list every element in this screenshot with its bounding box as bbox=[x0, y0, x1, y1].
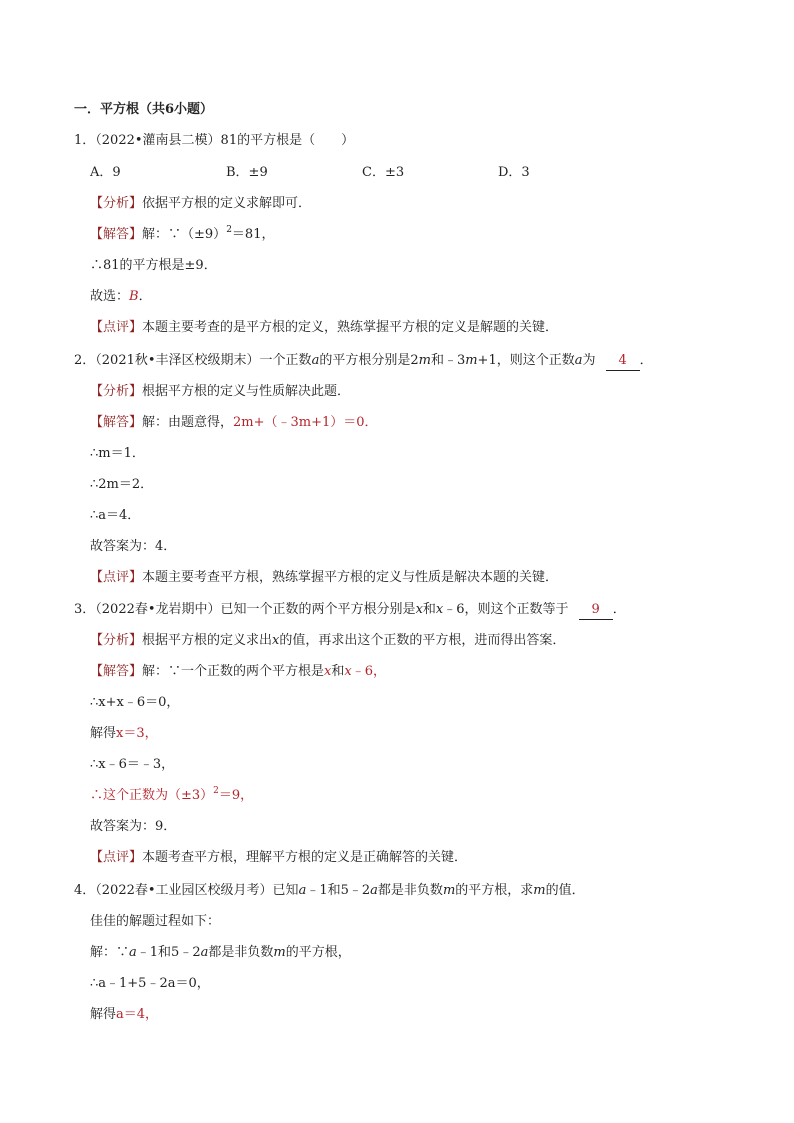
question-number: 4． bbox=[74, 883, 96, 898]
stem-text: 都是非负数 bbox=[377, 883, 443, 898]
variable: m bbox=[418, 353, 431, 368]
q3-step bbox=[90, 725, 158, 743]
stem-text: 的平方根，求 bbox=[455, 883, 534, 898]
q3-step bbox=[90, 787, 253, 806]
variable: m bbox=[533, 883, 546, 898]
solution-text: ＝81， bbox=[231, 227, 275, 242]
analysis-text: 根据平方根的定义与性质解决此题． bbox=[142, 384, 351, 399]
question-number: 1． bbox=[74, 133, 96, 148]
stem-text: 为 bbox=[582, 353, 596, 368]
step-equation: x＝3， bbox=[116, 726, 158, 741]
solution-text: ﹣1和5﹣2 bbox=[136, 945, 201, 960]
stem-text: 一个正数 bbox=[259, 353, 312, 368]
stem-text: ． bbox=[639, 353, 653, 368]
comment-tag: 【点评】 bbox=[90, 570, 143, 585]
question-text: 81的平方根是（ ） bbox=[220, 133, 355, 148]
q3-comment bbox=[90, 849, 467, 867]
option-a: A．9 bbox=[90, 165, 121, 180]
comment-text: 本题主要考查平方根，熟练掌握平方根的定义与性质是解决本题的关键． bbox=[142, 570, 559, 585]
superscript: 2 bbox=[226, 225, 232, 235]
question-number: 3． bbox=[74, 602, 96, 617]
solution-text: 的平方根， bbox=[285, 945, 351, 960]
q1-analysis bbox=[90, 195, 311, 213]
solution-tag: 【解答】 bbox=[90, 415, 143, 430]
q2-solution bbox=[90, 414, 378, 432]
q3-analysis bbox=[90, 632, 565, 650]
variable: x bbox=[272, 633, 280, 648]
question-1-options bbox=[90, 164, 634, 182]
section-title: 一．平方根（共6小题） bbox=[74, 102, 214, 117]
q4-step: ∴a﹣1+5﹣2a＝0， bbox=[90, 976, 210, 991]
variable: a bbox=[200, 945, 209, 960]
variable: a bbox=[298, 883, 307, 898]
option-d: D．3 bbox=[498, 165, 530, 180]
q1-step: ∴81的平方根是±9． bbox=[90, 258, 217, 273]
comment-text: 本题考查平方根，理解平方根的定义是正确解答的关键． bbox=[142, 850, 468, 865]
variable: x bbox=[324, 664, 332, 679]
comment-tag: 【点评】 bbox=[90, 850, 143, 865]
solution-text: 解：∵一个正数的两个平方根是 bbox=[142, 664, 325, 679]
question-1-stem bbox=[74, 132, 354, 150]
q2-comment bbox=[90, 569, 558, 587]
stem-text: ﹣1和5﹣2 bbox=[306, 883, 371, 898]
option-b: B．±9 bbox=[226, 165, 268, 180]
solution-text: 和 bbox=[331, 664, 345, 679]
question-source: （2022•灌南县二模） bbox=[95, 133, 221, 148]
analysis-text: 的值，再求出这个正数的平方根，进而得出答案． bbox=[279, 633, 566, 648]
analysis-text: 根据平方根的定义求出 bbox=[142, 633, 273, 648]
stem-text: ﹣6，则这个正数等于 bbox=[443, 602, 569, 617]
choice-label: 故选： bbox=[90, 289, 130, 304]
variable: m bbox=[442, 883, 456, 898]
step-equation: a＝4， bbox=[116, 1007, 159, 1022]
q2-step: ∴m＝1． bbox=[90, 446, 145, 461]
analysis-text: 依据平方根的定义求解即可． bbox=[142, 196, 312, 211]
q2-step: ∴a＝4． bbox=[90, 508, 141, 523]
stem-text: 已知 bbox=[272, 883, 299, 898]
variable: m bbox=[465, 353, 478, 368]
stem-text: 已知一个正数的两个平方根分别是 bbox=[220, 602, 416, 617]
solution-tag: 【解答】 bbox=[90, 664, 143, 679]
question-2-stem bbox=[74, 352, 653, 371]
q4-step bbox=[90, 1006, 158, 1024]
solution-equation: 2m+（﹣3m+1）＝0． bbox=[233, 415, 378, 430]
step-text: ＝9， bbox=[218, 788, 254, 803]
step-label: 解得 bbox=[90, 726, 117, 741]
step-label: 解得 bbox=[90, 1007, 117, 1022]
stem-text: +1，则这个正数 bbox=[477, 353, 575, 368]
question-3-stem bbox=[74, 601, 626, 620]
q3-solution bbox=[90, 663, 386, 681]
variable: m bbox=[273, 945, 286, 960]
q2-analysis bbox=[90, 383, 350, 401]
stem-text: 的值． bbox=[545, 883, 585, 898]
question-source: （2021秋•丰泽区校级期末） bbox=[95, 353, 260, 368]
option-c: C．±3 bbox=[362, 165, 405, 180]
question-4-stem bbox=[74, 882, 585, 900]
q4-intro: 佳佳的解题过程如下： bbox=[90, 914, 221, 929]
question-source: （2022春•龙岩期中） bbox=[95, 602, 221, 617]
q3-step: ∴x+x﹣6＝0， bbox=[90, 695, 180, 710]
analysis-tag: 【分析】 bbox=[90, 196, 143, 211]
solution-text: 都是非负数 bbox=[208, 945, 274, 960]
q1-comment bbox=[90, 319, 558, 337]
variable: x bbox=[415, 602, 423, 617]
q4-solution bbox=[90, 944, 351, 962]
superscript: 2 bbox=[213, 786, 219, 796]
answer-blank: 4 bbox=[606, 352, 640, 371]
variable: a bbox=[129, 945, 137, 960]
q1-choice bbox=[90, 288, 152, 306]
stem-text: ． bbox=[612, 602, 626, 617]
q1-solution bbox=[90, 226, 274, 245]
comment-text: 本题主要考查的是平方根的定义，熟练掌握平方根的定义是解题的关键． bbox=[142, 320, 559, 335]
stem-text: 的平方根分别是2 bbox=[319, 353, 419, 368]
analysis-tag: 【分析】 bbox=[90, 633, 143, 648]
variable: x bbox=[344, 664, 352, 679]
solution-text: 解：∵ bbox=[90, 945, 130, 960]
answer-blank: 9 bbox=[579, 601, 613, 620]
question-source: （2022春•工业园区校级月考） bbox=[95, 883, 273, 898]
variable: x bbox=[435, 602, 444, 617]
solution-text: 解：∵（±9） bbox=[142, 227, 227, 242]
q3-step: ∴x﹣6＝﹣3， bbox=[90, 757, 175, 772]
solution-text: ﹣6， bbox=[351, 664, 387, 679]
stem-text: 和﹣3 bbox=[430, 353, 466, 368]
step-text: ∴这个正数为（±3） bbox=[90, 788, 214, 803]
choice-value: B bbox=[129, 289, 139, 304]
q3-answer: 故答案为：9． bbox=[90, 819, 177, 834]
q2-answer: 故答案为：4． bbox=[90, 539, 177, 554]
stem-text: 和 bbox=[422, 602, 436, 617]
variable: a bbox=[370, 883, 378, 898]
variable: a bbox=[574, 353, 583, 368]
comment-tag: 【点评】 bbox=[90, 320, 143, 335]
q2-step: ∴2m＝2． bbox=[90, 477, 154, 492]
analysis-tag: 【分析】 bbox=[90, 384, 143, 399]
question-number: 2． bbox=[74, 353, 96, 368]
variable: a bbox=[311, 353, 320, 368]
solution-tag: 【解答】 bbox=[90, 227, 143, 242]
solution-text: 解：由题意得， bbox=[142, 415, 234, 430]
choice-end: ． bbox=[138, 289, 152, 304]
